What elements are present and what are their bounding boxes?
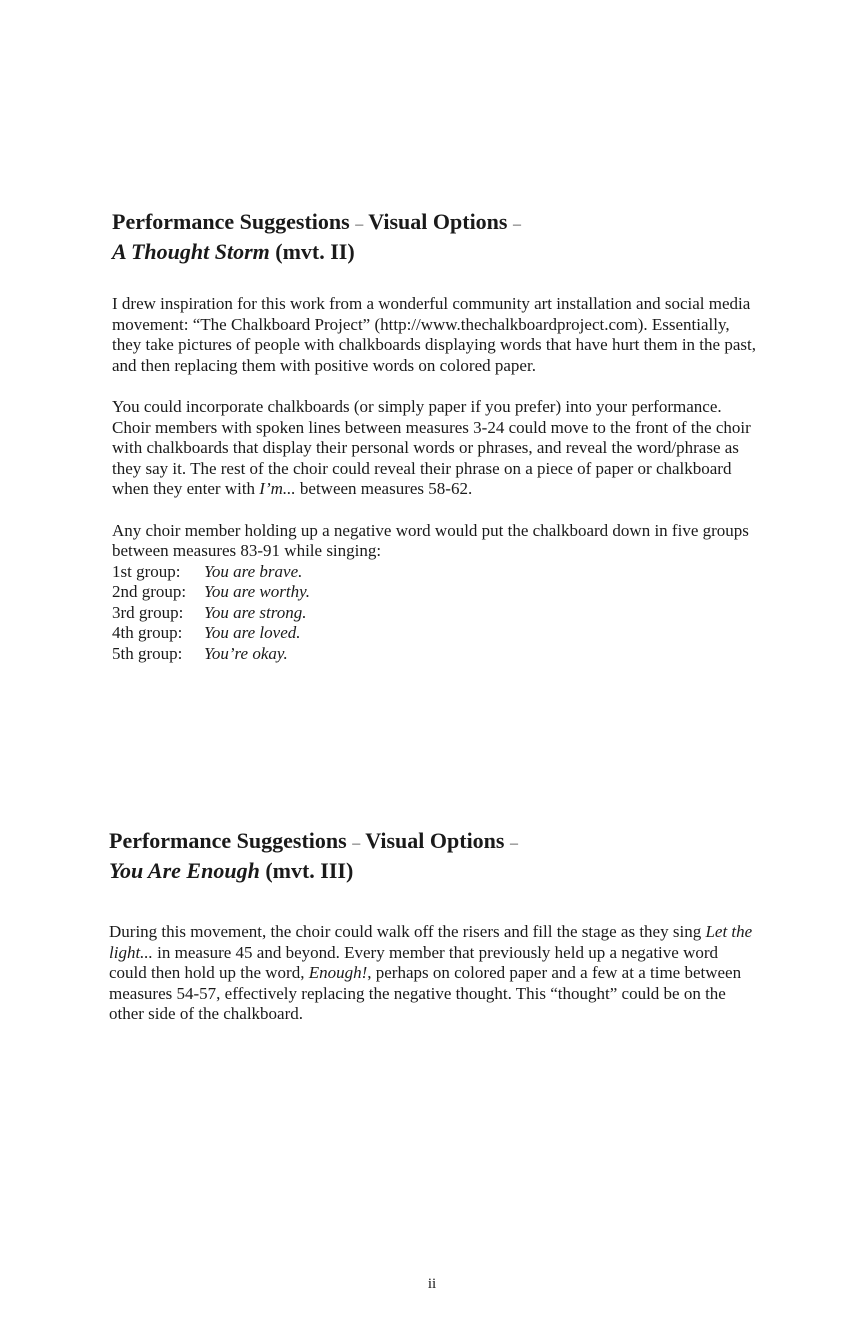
heading-dash: – [509,835,518,852]
heading-part1: Performance Suggestions [109,828,347,853]
list-item [112,562,762,583]
paragraph-italic: Enough! [308,963,368,982]
list-item [112,623,762,644]
paragraph-text: You could incorporate chalkboards (or simply paper if you prefer) into your performance. Choir members with spoken lines between measures 3-24 could move to the front of the choir with chalkboards that display their personal words or phrases, and reveal the word/phrase as they say it. The rest of the choir could reveal their phrase on a piece of paper or chalkboard when they enter with [112,397,751,498]
list-item [112,644,762,665]
heading-part2: Visual Options [365,828,505,853]
list-item [112,603,762,624]
list-item [112,582,762,603]
group-label: 3rd group: [112,602,184,622]
paragraph-italic: Let the light... [109,922,753,962]
section-heading [109,827,759,884]
group-label: 2nd group: [112,582,187,601]
paragraph-text: in measure 45 and beyond. Every member that previously held up a negative word could then hold up the word, [109,942,719,982]
group-label: 4th group: [112,623,183,642]
group-label: 5th group: [112,643,183,663]
group-label: 1st group: [112,561,181,581]
paragraph-text: , perhaps on colored paper and a few at a time between measures 54-57, effectively replacing the negative thought. This “thought” could be on the other side of the chalkboard. [109,963,742,1023]
group-text: You’re okay. [204,643,288,663]
heading-dash: – [512,216,521,233]
paragraph-text: between measures 58-62. [295,479,473,498]
heading-movement: (mvt. III) [265,858,354,883]
heading-dash: – [352,835,361,852]
paragraph-text: During this movement, the choir could walk off the risers and fill the stage as they sing [109,922,706,941]
section-you-are-enough [109,827,759,1025]
paragraph-movement-three [109,922,759,1025]
group-text: You are strong. [204,602,307,622]
section-thought-storm [112,208,762,664]
group-list [112,562,762,665]
heading-movement: (mvt. II) [275,239,355,264]
group-text: You are brave. [204,561,303,581]
heading-part1: Performance Suggestions [112,209,350,234]
section-heading [112,208,762,265]
paragraph-chalkboards [112,397,762,500]
page-number: ii [427,1276,437,1292]
group-text: You are loved. [204,623,301,642]
heading-part2: Visual Options [368,209,508,234]
group-text: You are worthy. [204,582,310,601]
paragraph-italic: I’m... [259,479,296,498]
heading-dash: – [355,216,364,233]
heading-title: You Are Enough [109,858,260,883]
paragraph-groups-intro: Any choir member holding up a negative word would put the chalkboard down in five groups between measures 83-91 while singing: [112,520,749,560]
heading-title: A Thought Storm [112,239,270,264]
paragraph-inspiration: I drew inspiration for this work from a wonderful community art installation and social media movement: “The Chalkboard Project” (http://www.thechalkboardproject.com). Essentially, they take pictures of people with chalkboards displaying words that have hurt them in the past, and then replacing them with positive words on colored paper. [112,294,756,375]
